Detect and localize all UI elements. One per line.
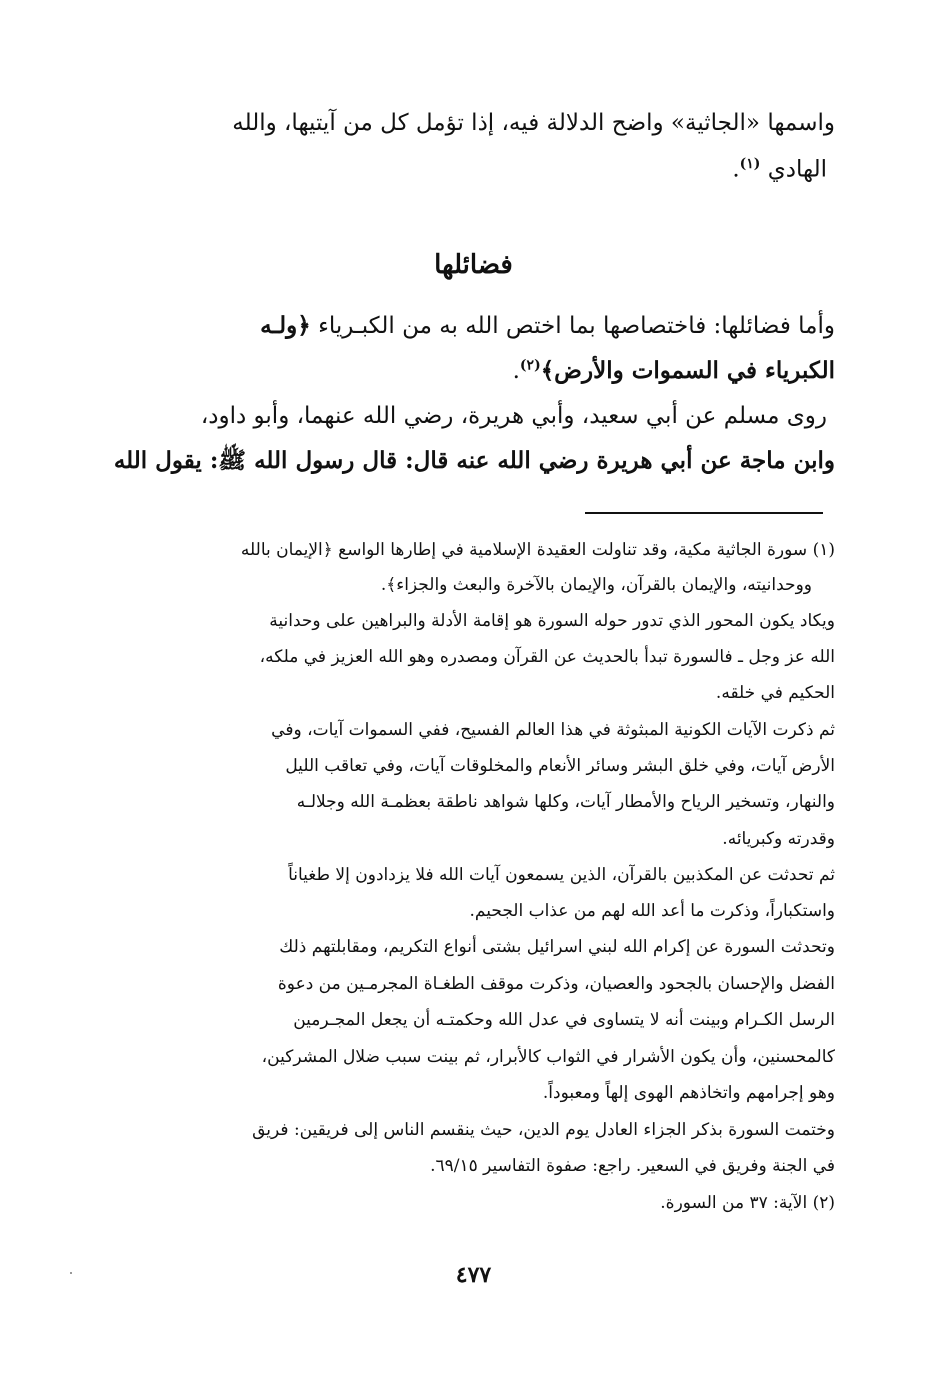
footnote-line: ووحدانيته، والإيمان بالقرآن، والإيمان بالآخرة والبعث والجزاء﴾. <box>380 575 812 595</box>
footnote-line: الأرض آيات، وفي خلق البشر وسائر الأنعام والمخلوقات آيات، وفي تعاقب الليل <box>285 756 835 776</box>
footnote-ref-2[interactable]: (٢) <box>519 357 541 374</box>
footnote-line: ثم ذكرت الآيات الكونية المبثوثة في هذا العالم الفسيح، ففي السموات آيات، وفي <box>271 720 835 740</box>
footnote-line: (٢) الآية: ٣٧ من السورة. <box>660 1193 835 1213</box>
footnote-line: وختمت السورة بذكر الجزاء العادل يوم الدين، حيث ينقسم الناس إلى فريقين: فريق <box>252 1120 835 1140</box>
footnote-line: الحكيم في خلقه. <box>715 683 835 703</box>
footnote-line: الله عز وجل ـ فالسورة تبدأ بالحديث عن القرآن ومصدره وهو الله العزيز في ملكه، <box>259 647 835 667</box>
virtues-line-2-end: . <box>512 358 520 384</box>
quran-quote-end: الكبرياء في السموات والأرض﴾ <box>540 357 835 384</box>
footnote-divider <box>585 512 823 514</box>
virtues-line-2 <box>135 357 835 386</box>
footnote-line: والنهار، وتسخير الرياح والأمطار آيات، وكلها شواهد ناطقة بعظمـة الله وجلالـه <box>296 792 835 812</box>
virtues-line-1-text: وأما فضائلها: فاختصاصها بما اختص الله به من الكبـرياء <box>310 313 835 339</box>
footnote-line: في الجنة وفريق في السعير. راجع: صفوة التفاسير ٦٩/١٥. <box>430 1156 835 1176</box>
footnote-line: (١) سورة الجاثية مكية، وقد تناولت العقيدة الإسلامية في إطارها الواسع ﴿الإيمان بالله <box>240 540 835 560</box>
footnote-line: واستكباراً، وذكرت ما أعد الله لهم من عذاب الجحيم. <box>469 901 835 921</box>
footnote-line: وهو إجرامهم واتخاذهم الهوى إلهاً ومعبوداً. <box>542 1083 835 1103</box>
footnote-line: ثم تحدثت عن المكذبين بالقرآن، الذين يسمعون آيات الله فلا يزدادون إلا طغياناً <box>288 865 835 885</box>
footnote-line: ويكاد يكون المحور الذي تدور حوله السورة هو إقامة الأدلة والبراهين على وحدانية <box>269 611 835 631</box>
footnote-line: كالمحسنين، وأن يكون الأشرار في الثواب كالأبرار، ثم بينت سبب ضلال المشركين، <box>261 1047 835 1067</box>
intro-line-1: واسمها «الجاثية» واضح الدلالة فيه، إذا تؤمل كل من آيتيها، والله <box>232 110 835 136</box>
virtues-line-1 <box>135 312 835 341</box>
footnote-line: وقدرته وكبريائه. <box>722 829 835 849</box>
page-number: ٤٧٧ <box>455 1262 492 1288</box>
footnote-ref-1[interactable]: (١) <box>739 156 761 172</box>
footnote-line: وتحدثت السورة عن إكرام الله لبني اسرائيل بشتى أنواع التكريم، ومقابلتهم ذلك <box>279 937 835 957</box>
intro-line-2-end: . <box>732 156 740 183</box>
footnote-line: الرسل الكـرام وبينت أنه لا يتساوى في عدل الله وحكمتـه أن يجعل المجـرمين <box>293 1010 835 1030</box>
footnote-line: الفضل والإحسان بالجحود والعصيان، وذكرت موقف الطغـاة المجرمـين من دعوة <box>277 974 835 994</box>
intro-line-2-text: الهادي <box>760 156 827 183</box>
intro-line-2 <box>127 156 827 184</box>
quran-quote-start: ﴿ولـه <box>260 312 311 339</box>
section-heading: فضائلها <box>434 250 513 280</box>
hadith-line-1: روى مسلم عن أبي سعيد، وأبي هريرة، رضي الله عنهما، وأبو داود، <box>200 403 827 429</box>
scan-speck <box>70 1272 72 1274</box>
hadith-line-2: وابن ماجة عن أبي هريرة رضي الله عنه قال: قال رسول الله ﷺ: يقول الله <box>113 447 835 474</box>
